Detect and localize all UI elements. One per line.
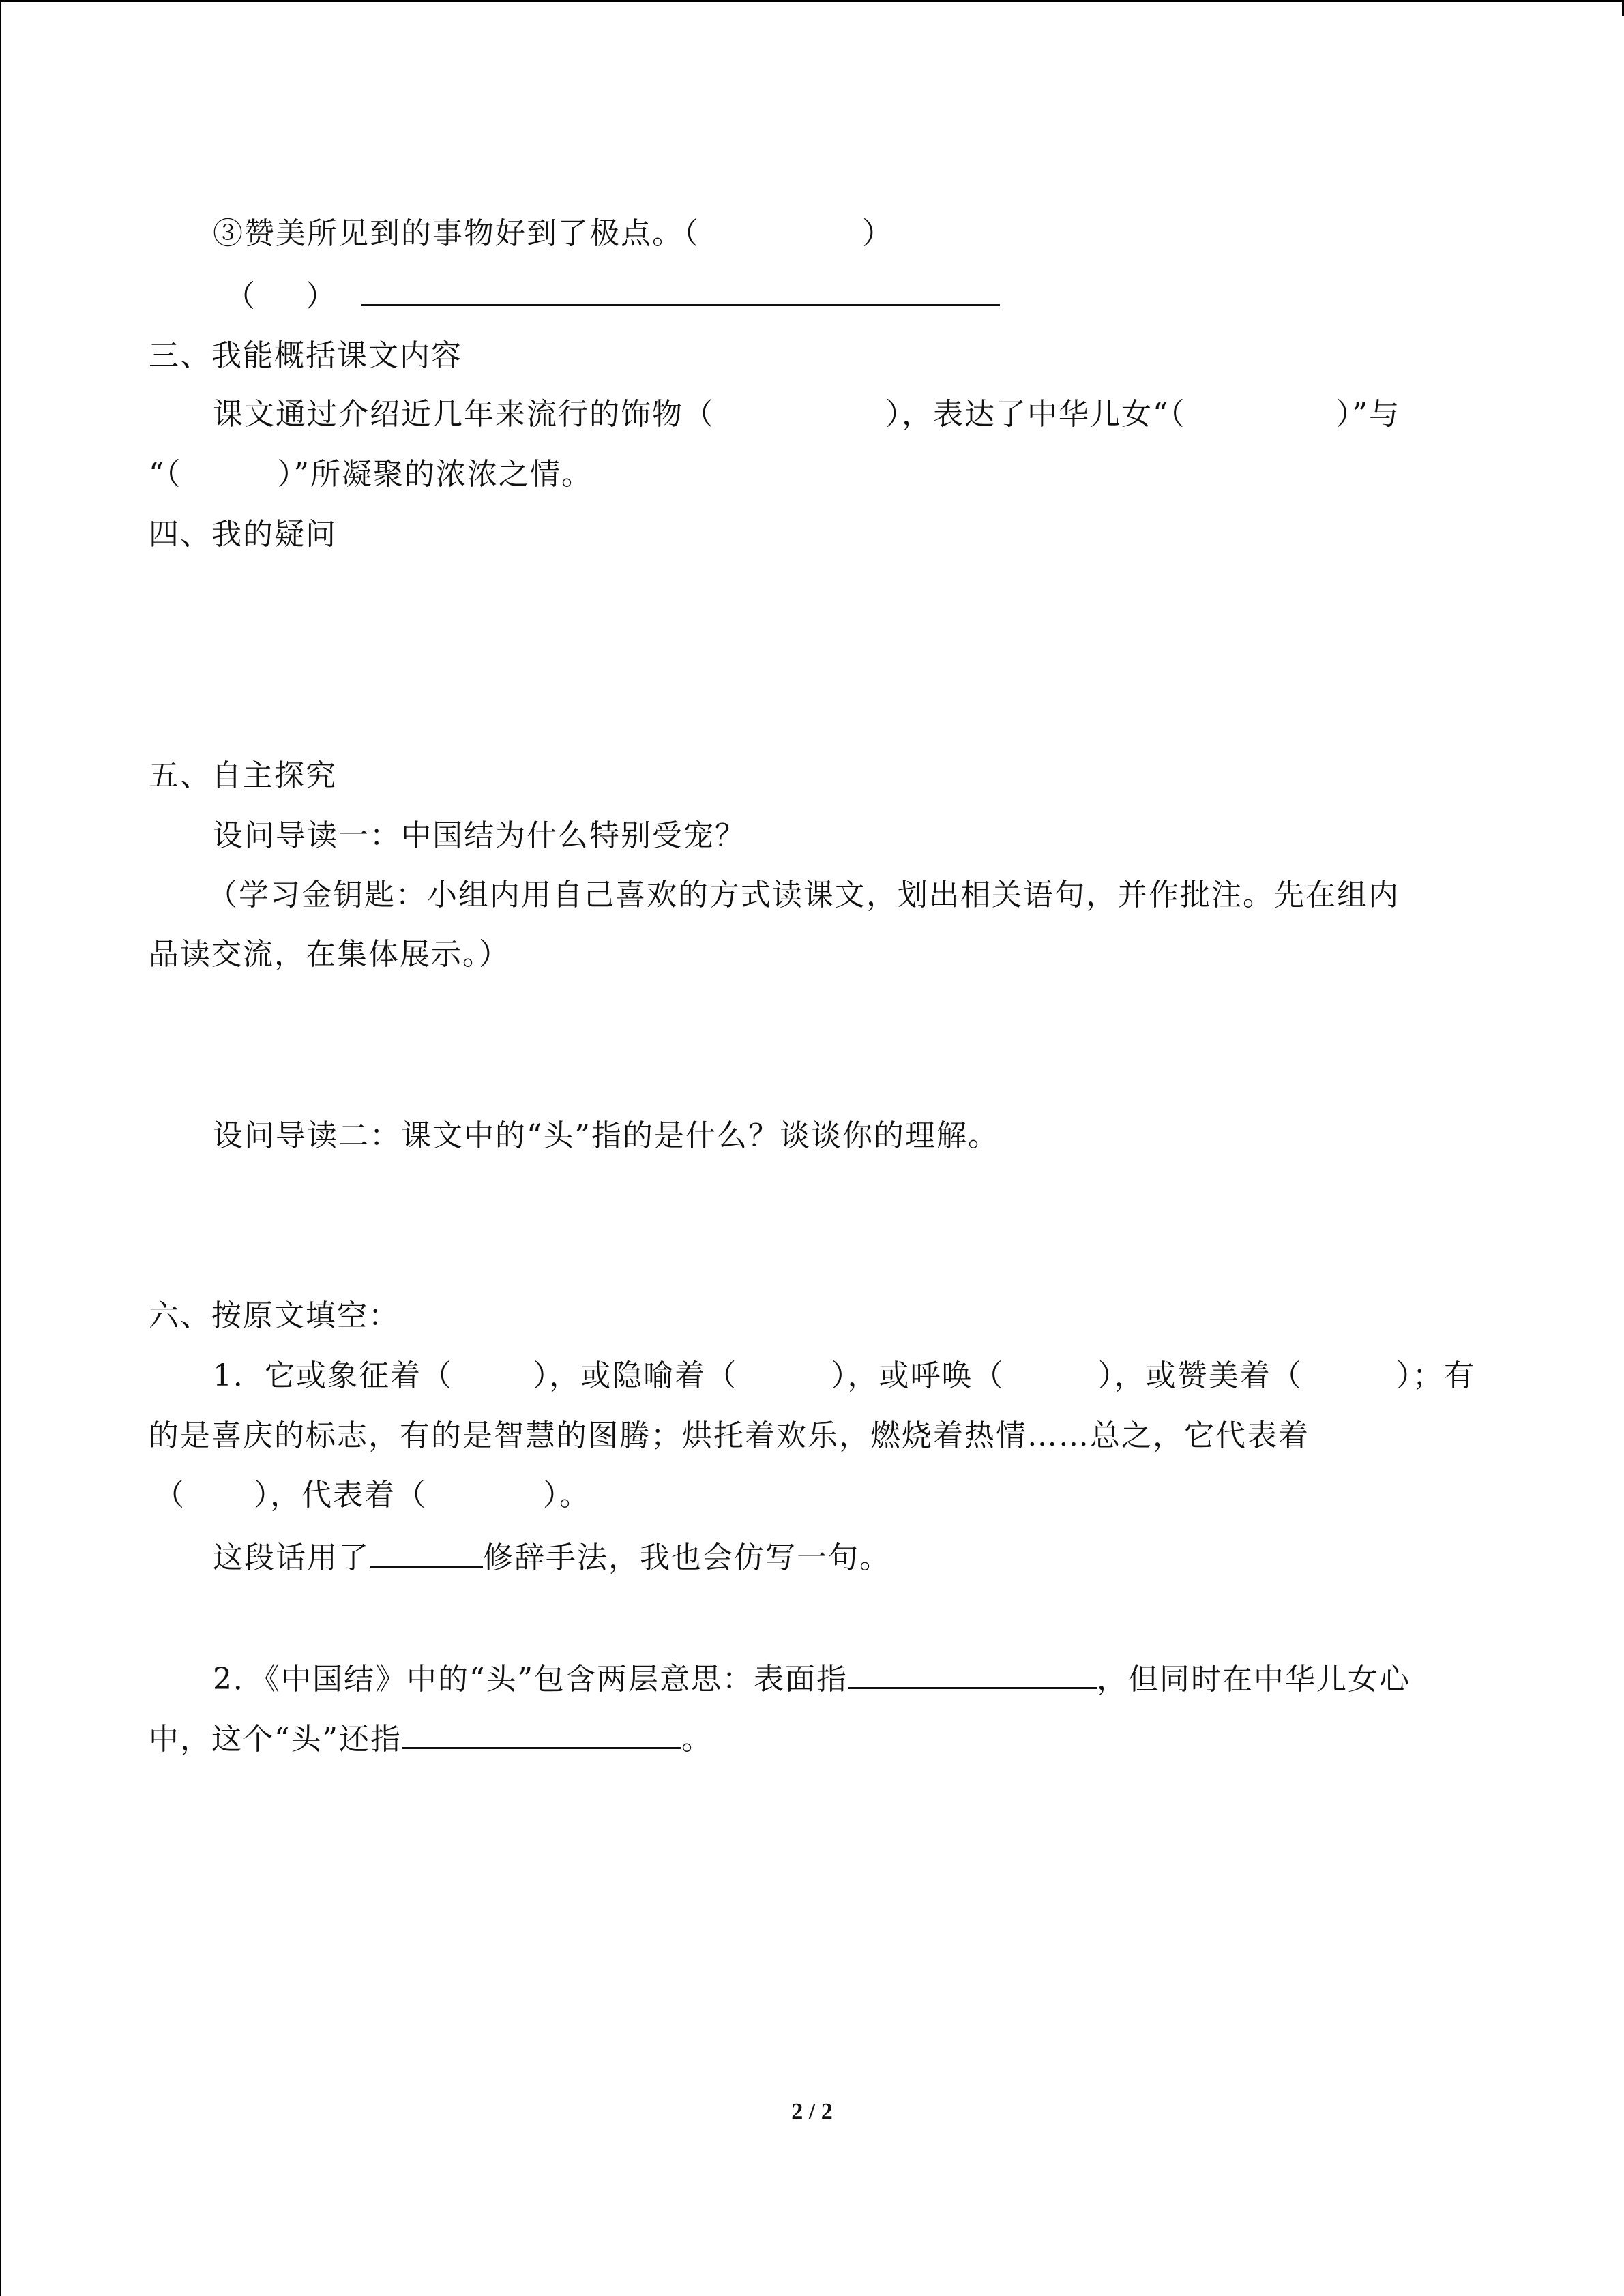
section-3-text-a: 课文通过介绍近几年来流行的饰物（ <box>213 397 715 432</box>
section-6-p1-seg-5: ）；有 <box>1396 1358 1475 1393</box>
section-6-para-1-line-1 <box>213 1356 1475 1397</box>
section-6-p1-blank-4[interactable] <box>1322 1356 1376 1397</box>
section-5-question-1: 设问导读一：中国结为什么特别受宠？ <box>213 818 746 853</box>
page-left-border <box>0 0 1 2296</box>
page-number: 2 / 2 <box>791 2099 833 2124</box>
section-6-p1-seg-3: ），或呼唤（ <box>831 1358 1005 1393</box>
section-6-para-1-line-3 <box>154 1475 1475 1516</box>
section-6-para-2-line-2 <box>149 1716 1475 1760</box>
page-top-border <box>0 0 1624 2</box>
section-6-p1-line3-open: （ <box>154 1478 186 1512</box>
section-6-heading: 六、按原文填空： <box>149 1298 400 1333</box>
section-5-hint-line-1: （学习金钥匙：小组内用自己喜欢的方式读课文，划出相关语句，并作批注。先在组内 <box>207 878 1400 912</box>
section-6-para-1-line-2: 的是喜庆的标志，有的是智慧的图腾；烘托着欢乐，燃烧着热情……总之，它代表着 <box>149 1418 1310 1453</box>
section-6-p2-blank-2[interactable] <box>402 1716 681 1749</box>
section-4-answer-space[interactable] <box>149 559 1475 736</box>
item-3-answer-line <box>225 273 1475 317</box>
section-3-line-2 <box>149 454 1475 495</box>
section-6-p1-line4-b: 修辞手法，我也会仿写一句。 <box>483 1540 891 1575</box>
section-6-p1-blank-1[interactable] <box>473 1356 514 1397</box>
section-3-line-1 <box>213 394 1475 435</box>
section-6-para-1-line-4 <box>213 1534 1475 1579</box>
item-3-answer-close: ） <box>306 279 337 314</box>
section-6-rhetoric-blank[interactable] <box>370 1534 483 1568</box>
section-3-text-e: ）”所凝聚的浓浓之情。 <box>277 457 593 492</box>
section-6-p1-blank-3[interactable] <box>1024 1356 1078 1397</box>
section-6-para-2-line-1 <box>213 1656 1475 1700</box>
section-6-p2-line1-a: 2．《中国结》中的“头”包含两层意思：表面指 <box>213 1662 848 1697</box>
item-3-answer-underline[interactable] <box>361 273 1000 306</box>
item-3-answer-open: （ <box>225 279 256 314</box>
section-6-p1-line4-a: 这段话用了 <box>213 1540 370 1575</box>
section-6-p2-blank-1[interactable] <box>848 1656 1097 1689</box>
section-3-text-c: ）”与 <box>1335 397 1400 432</box>
section-6-p2-line2-b: 。 <box>681 1722 713 1757</box>
item-3-line <box>213 213 1475 254</box>
section-6-p1-seg-1: 1．它或象征着（ <box>213 1358 453 1393</box>
section-3-text-b: ），表达了中华儿女“（ <box>885 397 1186 432</box>
section-6-p1-line3-mid: ），代表着（ <box>254 1478 427 1512</box>
section-3-heading: 三、我能概括课文内容 <box>149 338 462 373</box>
section-5-question-2: 设问导读二：课文中的“头”指的是什么？谈谈你的理解。 <box>213 1118 999 1153</box>
section-6-p1-seg-4: ），或赞美着（ <box>1097 1358 1303 1393</box>
section-6-p1-seg-2: ），或隐喻着（ <box>533 1358 738 1393</box>
item-3-text: ③赞美所见到的事物好到了极点。（ <box>213 216 700 251</box>
item-3-close: ） <box>862 216 894 251</box>
section-6-p1-line3-end: ）。 <box>543 1478 591 1512</box>
section-5-answer-space-2[interactable] <box>149 1166 1475 1282</box>
section-4-heading: 四、我的疑问 <box>149 517 337 552</box>
section-6-p1-blank-2[interactable] <box>757 1356 812 1397</box>
section-5-heading: 五、自主探究 <box>149 758 337 793</box>
section-5-answer-space-1[interactable] <box>149 982 1475 1098</box>
section-5-hint-line-2: 品读交流，在集体展示。） <box>149 937 510 972</box>
section-6-p2-line2-a: 中，这个“头”还指 <box>149 1722 402 1757</box>
section-3-text-d: “（ <box>149 457 182 492</box>
section-6-p2-line1-b: ，但同时在中华儿女心 <box>1096 1662 1411 1697</box>
section-6-imitation-space[interactable] <box>149 1582 1475 1650</box>
